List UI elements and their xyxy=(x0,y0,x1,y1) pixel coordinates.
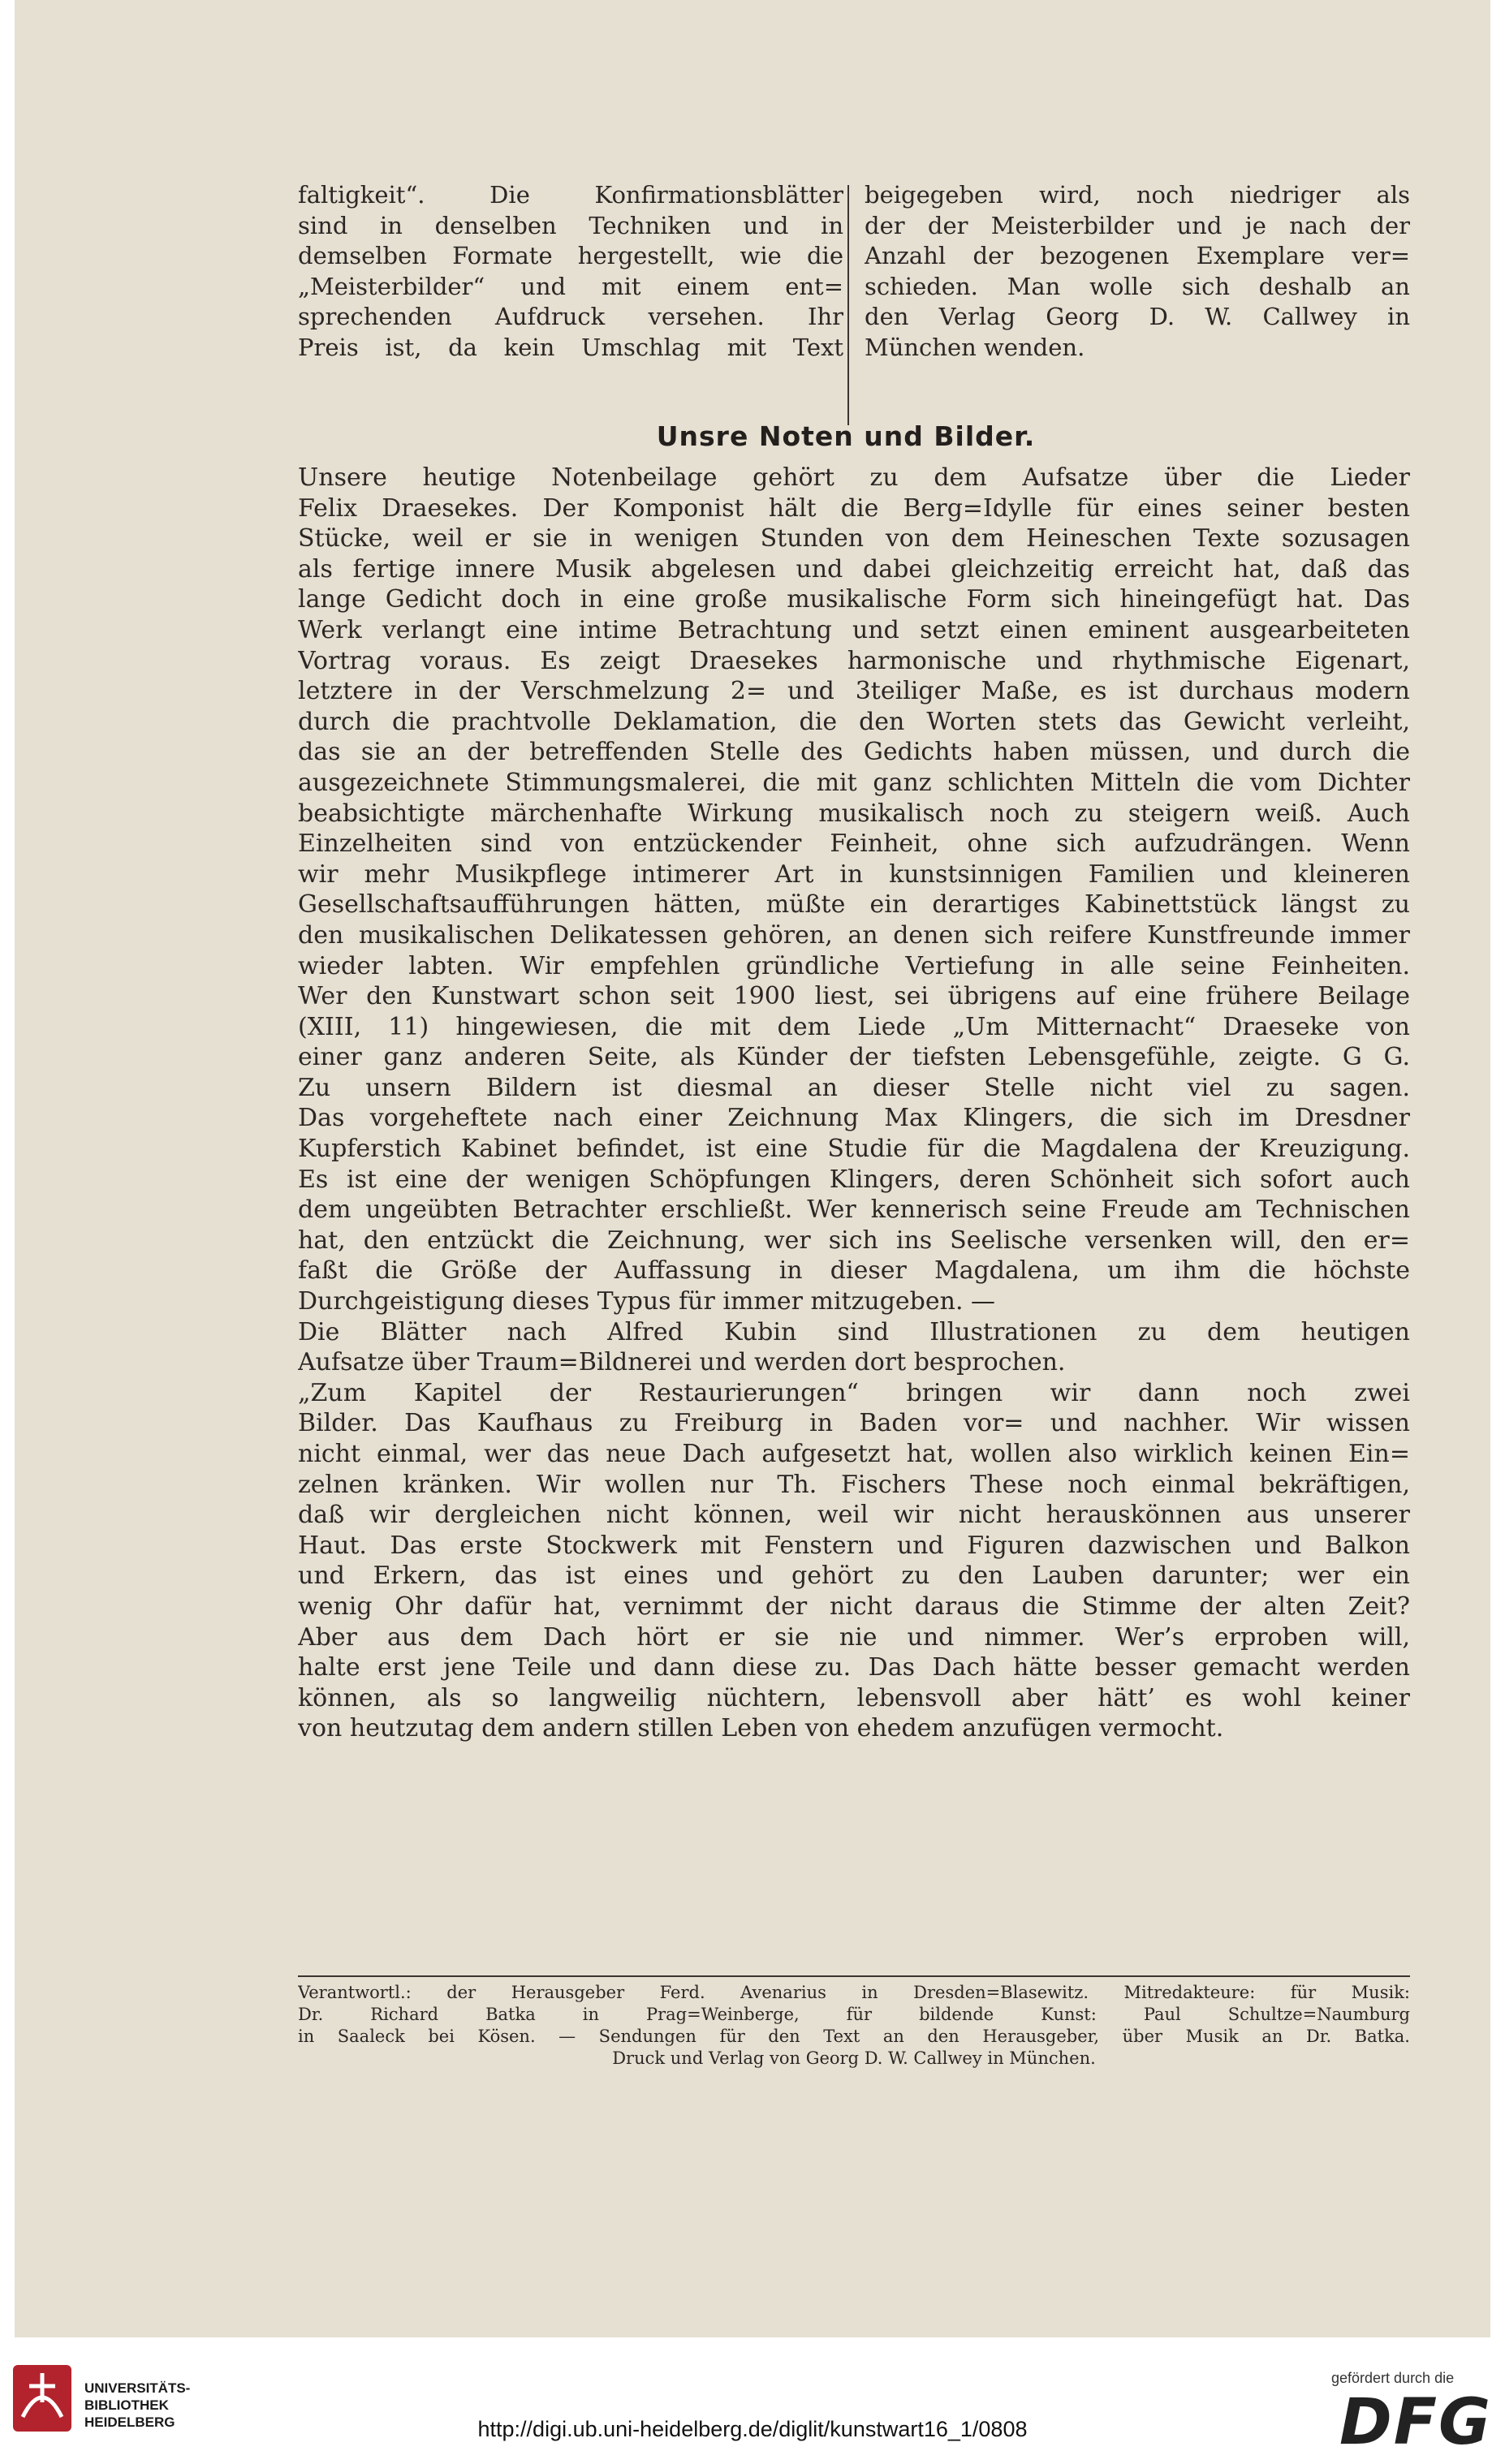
text-line: ausgezeichnete Stimmungsmalerei, die mit ganz schlichten Mitteln die vom Dichter xyxy=(298,768,1410,797)
viewer-footer xyxy=(0,2337,1505,2464)
page-url[interactable]: http://digi.ub.uni-heidelberg.de/diglit/kunstwart16_1/0808 xyxy=(477,2417,1028,2441)
imprint-line: in Saaleck bei Kösen. — Sendungen für den Text an den Herausgeber, über Musik an Dr. Batka. xyxy=(298,2027,1410,2046)
text-line: zelnen kränken. Wir wollen nur Th. Fischers These noch einmal bekräftigen, xyxy=(298,1470,1410,1499)
text-line: nicht einmal, wer das neue Dach aufgesetzt hat, wollen also wirklich keinen Ein= xyxy=(298,1440,1410,1468)
text-line: wir mehr Musikpflege intimerer Art in kunstsinnigen Familien und kleineren xyxy=(298,859,1410,889)
text-line: halte erst jene Teile und dann diese zu. Das Dach hätte besser gemacht werden xyxy=(298,1653,1410,1682)
text-line: Einzelheiten sind von entzückender Feinheit, ohne sich aufzudrängen. Wenn xyxy=(298,829,1410,859)
text-line: beigegeben wird, noch niedriger als xyxy=(865,181,1410,209)
text-line: „Zum Kapitel der Restaurierungen“ bringen wir dann noch zwei xyxy=(298,1378,1410,1407)
text-line: Aufsatze über Traum=Bildnerei und werden dort besprochen. xyxy=(298,1348,1066,1377)
text-line: Preis ist, da kein Umschlag mit Text xyxy=(298,333,843,361)
text-line: daß wir dergleichen nicht können, weil wir nicht herauskönnen aus unserer xyxy=(298,1501,1410,1530)
text-line: sind in denselben Techniken und in xyxy=(298,211,843,239)
text-line: Durchgeistigung dieses Typus für immer mitzugeben. — xyxy=(298,1287,996,1316)
text-line: Wer den Kunstwart schon seit 1900 liest, sei übrigens auf eine frühere Beilage xyxy=(298,982,1410,1011)
text-line: Werk verlangt eine intime Betrachtung und setzt einen eminent ausgearbeiteten xyxy=(298,615,1410,644)
text-line: von heutzutag dem andern stillen Leben von ehedem anzufügen vermocht. xyxy=(298,1714,1224,1743)
text-line: München wenden. xyxy=(865,333,1085,361)
text-line: den Verlag Georg D. W. Callwey in xyxy=(865,303,1410,330)
text-line: der der Meisterbilder und je nach der xyxy=(865,211,1410,239)
text-line: Aber aus dem Dach hört er sie nie und nimmer. Wer’s erproben will, xyxy=(298,1622,1410,1652)
text-line: Es ist eine der wenigen Schöpfungen Klingers, deren Schönheit sich sofort auch xyxy=(298,1165,1410,1194)
text-line: einer ganz anderen Seite, als Künder der tiefsten Lebensgefühle, zeigte. G G. xyxy=(298,1043,1410,1072)
text-line: Bilder. Das Kaufhaus zu Freiburg in Baden vor= und nachher. Wir wissen xyxy=(298,1409,1410,1438)
text-line: und Erkern, das ist eines und gehört zu den Lauben darunter; wer ein xyxy=(298,1562,1410,1591)
text-line: können, als so langweilig nüchtern, lebensvoll aber hätt’ es wohl keiner xyxy=(298,1683,1410,1712)
text-line: Das vorgeheftete nach einer Zeichnung Max Klingers, die sich im Dresdner xyxy=(298,1104,1410,1133)
text-line: „Meisterbilder“ und mit einem ent= xyxy=(298,272,843,300)
text-line: Felix Draesekes. Der Komponist hält die Berg=Idylle für eines seiner besten xyxy=(298,493,1410,523)
imprint-line: Dr. Richard Batka in Prag=Weinberge, für bildende Kunst: Paul Schultze=Naumburg xyxy=(298,2005,1410,2024)
library-name: UNIVERSITÄTS- BIBLIOTHEK HEIDELBERG xyxy=(84,2380,191,2430)
text-line: als fertige innere Musik abgelesen und dabei gleichzeitig erreicht hat, daß das xyxy=(298,554,1410,584)
text-line: Die Blätter nach Alfred Kubin sind Illustrationen zu dem heutigen xyxy=(298,1317,1410,1346)
article-body xyxy=(298,463,1410,1744)
text-line: Gesellschaftsaufführungen hätten, müßte ein derartiges Kabinettstück längst zu xyxy=(298,890,1410,920)
right-column xyxy=(865,180,1410,363)
text-line: Haut. Das erste Stockwerk mit Fenstern und Figuren dazwischen und Balkon xyxy=(298,1531,1410,1560)
text-line: Stücke, weil er sie in wenigen Stunden von dem Heineschen Texte sozusagen xyxy=(298,524,1410,554)
text-line: faßt die Größe der Auffassung in dieser Magdalena, um ihm die höchste xyxy=(298,1256,1410,1286)
imprint-line: Druck und Verlag von Georg D. W. Callwey in München. xyxy=(612,2048,1096,2068)
top-two-columns xyxy=(282,180,1410,416)
text-line: Anzahl der bezogenen Exemplare ver= xyxy=(865,242,1410,269)
text-line: demselben Formate hergestellt, wie die xyxy=(298,242,843,269)
text-line: (XIII, 11) hingewiesen, die mit dem Liede „Um Mitternacht“ Draeseke von xyxy=(298,1012,1410,1041)
text-line: Vortrag voraus. Es zeigt Draesekes harmonische und rhythmische Eigenart, xyxy=(298,646,1410,675)
text-line: beabsichtigte märchenhafte Wirkung musikalisch noch zu steigern weiß. Auch xyxy=(298,799,1410,828)
text-line: wenig Ohr dafür hat, vernimmt der nicht daraus die Stimme der alten Zeit? xyxy=(298,1592,1410,1621)
text-line: sprechenden Aufdruck versehen. Ihr xyxy=(298,303,843,330)
text-line: Kupferstich Kabinet befindet, ist eine Studie für die Magdalena der Kreuzigung. xyxy=(298,1135,1410,1164)
text-line: schieden. Man wolle sich deshalb an xyxy=(865,272,1410,300)
text-line: dem ungeübten Betrachter erschließt. Wer kennerisch seine Freude am Technischen xyxy=(298,1195,1410,1225)
imprint xyxy=(298,1975,1410,2070)
column-divider xyxy=(847,185,849,425)
text-line: lange Gedicht doch in eine große musikalische Form sich hineingefügt hat. Das xyxy=(298,585,1410,614)
text-line: das sie an der betreffenden Stelle des Gedichts haben müssen, und durch die xyxy=(298,738,1410,767)
text-line: hat, den entzückt die Zeichnung, wer sich ins Seelische versenken will, den er= xyxy=(298,1226,1410,1255)
section-title: Unsre Noten und Bilder. xyxy=(656,420,1036,452)
text-line: Unsere heutige Notenbeilage gehört zu dem Aufsatze über die Lieder xyxy=(298,463,1410,492)
text-line: Zu unsern Bildern ist diesmal an dieser Stelle nicht viel zu sagen. xyxy=(298,1073,1410,1102)
left-column xyxy=(298,180,843,363)
imprint-line: Verantwortl.: der Herausgeber Ferd. Avenarius in Dresden=Blasewitz. Mitredakteure: für Musik: xyxy=(298,1983,1410,2002)
dfg-caption: gefördert durch die xyxy=(1331,2370,1455,2386)
dfg-logo: DFG xyxy=(1339,2386,1493,2459)
text-line: faltigkeit“. Die Konfirmationsblätter xyxy=(298,181,843,209)
text-line: letztere in der Verschmelzung 2= und 3teiliger Maße, es ist durchaus modern xyxy=(298,677,1410,706)
text-line: den musikalischen Delikatessen gehören, an denen sich reifere Kunstfreunde immer xyxy=(298,920,1410,950)
text-line: wieder labten. Wir empfehlen gründliche Vertiefung in alle seine Feinheiten. xyxy=(298,951,1410,980)
text-line: durch die prachtvolle Deklamation, die den Worten stets das Gewicht verleiht, xyxy=(298,707,1410,736)
